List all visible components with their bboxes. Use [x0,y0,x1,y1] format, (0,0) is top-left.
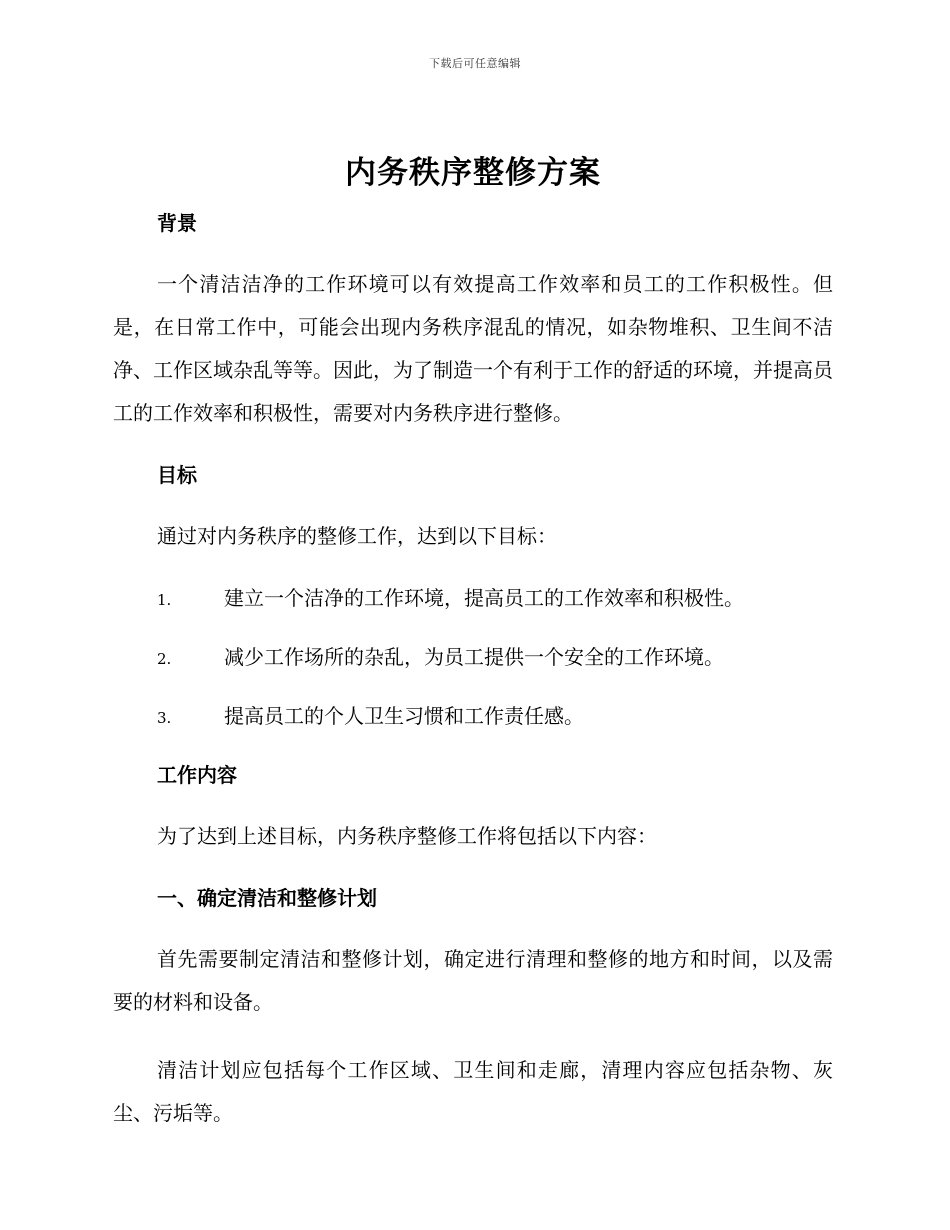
goals-list [113,583,833,733]
list-item [113,583,833,615]
goals-intro: 通过对内务秩序的整修工作，达到以下目标： [157,524,557,548]
subsection-heading-plan: 一、确定清洁和整修计划 [157,886,377,910]
list-item-number: 1. [157,591,172,609]
list-item-text: 提高员工的个人卫生习惯和工作责任感。 [224,704,584,728]
list-item-text: 建立一个洁净的工作环境，提高员工的工作效率和积极性。 [224,586,744,610]
document-title: 内务秩序整修方案 [345,155,601,191]
list-item [113,701,833,733]
plan-paragraph-1: 首先需要制定清洁和整修计划，确定进行清理和整修的地方和时间，以及需要的材料和设备。 [113,947,833,1014]
document-body [113,150,833,1135]
plan-paragraph-2: 清洁计划应包括每个工作区域、卫生间和走廊，清理内容应包括杂物、灰尘、污垢等。 [113,1058,833,1125]
list-item-number: 3. [157,709,172,727]
list-item-number: 2. [157,650,172,668]
section-heading-goals: 目标 [157,463,197,487]
section-heading-background: 背景 [157,211,197,235]
section-heading-work-content: 工作内容 [157,763,237,787]
list-item-text: 减少工作场所的杂乱，为员工提供一个安全的工作环境。 [224,645,724,669]
work-content-intro: 为了达到上述目标，内务秩序整修工作将包括以下内容： [157,824,657,848]
list-item [113,642,833,674]
background-paragraph: 一个清洁洁净的工作环境可以有效提高工作效率和员工的工作积极性。但是，在日常工作中，可能会出现内务秩序混乱的情况，如杂物堆积、卫生间不洁净、工作区域杂乱等等。因此，为了制造一个有利于工作的舒适的环境，并提高员工的工作效率和积极性，需要对内务秩序进行整修。 [113,272,833,425]
header-note: 下载后可任意编辑 [429,57,521,70]
